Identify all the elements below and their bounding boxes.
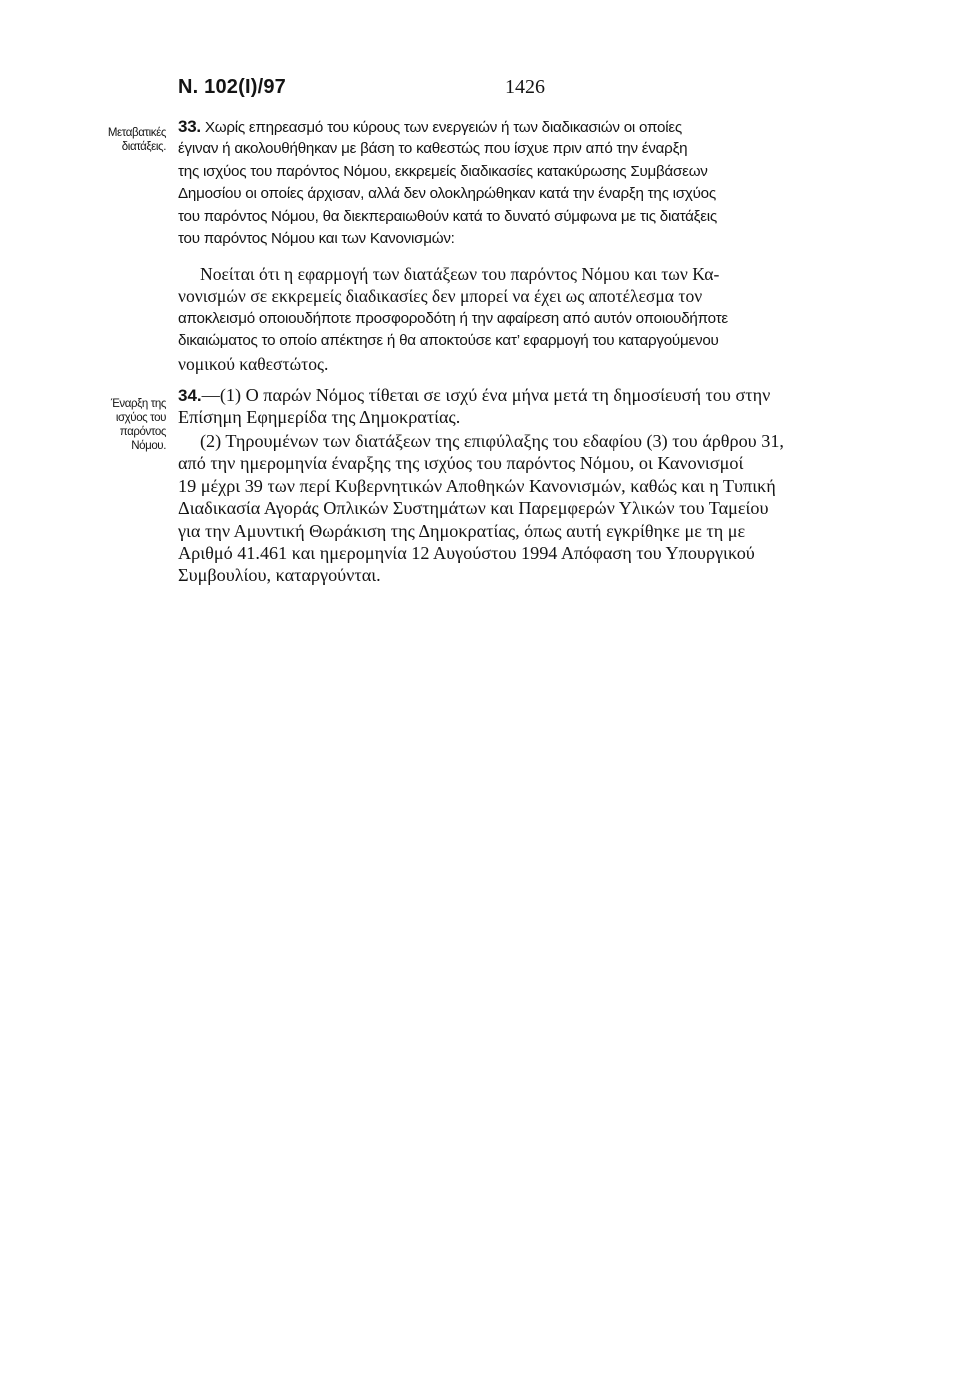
paragraph-line: νομικού καθεστώτος. — [178, 353, 329, 374]
article-number: 34. — [178, 386, 202, 405]
paragraph-line: Δημοσίου οι οποίες άρχισαν, αλλά δεν ολοκληρώθηκαν κατά την έναρξη της ισχύος — [178, 185, 716, 203]
margin-note-commencement — [68, 397, 166, 453]
article-34-subsection-1 — [178, 384, 876, 429]
paragraph-line: Επίσημη Εφημερίδα της Δημοκρατίας. — [178, 407, 461, 428]
paragraph-line: της ισχύος του παρόντος Νόμου, εκκρεμείς διαδικασίες κατακύρωσης Συμβάσεων — [178, 162, 708, 180]
paragraph-line: Νοείται ότι η εφαρμογή των διατάξεων του παρόντος Νόμου και των Κα- — [200, 264, 720, 284]
law-number: Ν. 102(Ι)/97 — [178, 76, 287, 98]
margin-note-line: Νόμου. — [131, 440, 166, 452]
paragraph-line: έγιναν ή ακολουθήθηκαν με βάση το καθεστώς που ίσχυε πριν από την έναρξη — [178, 140, 688, 158]
paragraph-line: αποκλεισμό οποιουδήποτε προσφοροδότη ή την αφαίρεση από αυτόν οποιουδήποτε — [178, 309, 728, 327]
margin-note-line: Μεταβατικές — [107, 127, 166, 139]
paragraph-line: νονισμών σε εκκρεμείς διαδικασίες δεν μπορεί να έχει ως αποτέλεσμα τον — [178, 286, 703, 307]
article-33 — [178, 116, 876, 250]
paragraph-line: (2) Τηρουμένων των διατάξεων της επιφύλαξης του εδαφίου (3) του άρθρου 31, — [200, 431, 784, 451]
page-header — [178, 76, 878, 106]
margin-note-transitional — [68, 126, 166, 154]
paragraph-line: Διαδικασία Αγοράς Οπλικών Συστημάτων και Παρεμφερών Υλικών του Ταμείου — [178, 498, 769, 519]
article-34-subsection-2 — [178, 430, 876, 587]
margin-note-line: ισχύος του — [115, 412, 166, 424]
margin-note-line: παρόντος — [119, 426, 166, 438]
margin-note-line: Έναρξη της — [110, 398, 166, 410]
page-number: 1426 — [505, 76, 545, 98]
paragraph-line: 34.—(1) Ο παρών Νόμος τίθεται σε ισχύ ένα μήνα μετά τη δημοσίευσή του στην — [178, 385, 771, 405]
margin-note-line: διατάξεις. — [121, 141, 166, 153]
article-number: 33. — [178, 117, 201, 136]
paragraph-line: Συμβουλίου, καταργούνται. — [178, 565, 381, 586]
article-33-proviso — [178, 263, 876, 375]
paragraph-line: για την Αμυντική Θωράκιση της Δημοκρατίας, όπως αυτή εγκρίθηκε με τη με — [178, 520, 746, 541]
paragraph-line: 33. Χωρίς επηρεασμό του κύρους των ενεργειών ή των διαδικασιών οι οποίες — [178, 117, 682, 136]
paragraph-line: δικαιώματος το οποίο απέκτησε ή θα αποκτούσε κατ’ εφαρμογή του καταργούμενου — [178, 332, 719, 350]
paragraph-line: 19 μέχρι 39 των περί Κυβερνητικών Αποθηκών Κανονισμών, καθώς και η Τυπική — [178, 475, 776, 496]
paragraph-line: του παρόντος Νόμου και των Κανονισμών: — [178, 229, 455, 247]
paragraph-line: του παρόντος Νόμου, θα διεκπεραιωθούν κατά το δυνατό σύμφωνα με τις διατάξεις — [178, 207, 717, 225]
paragraph-line: Αριθμό 41.461 και ημερομηνία 12 Αυγούστου 1994 Απόφαση του Υπουργικού — [178, 542, 755, 563]
paragraph-line: από την ημερομηνία έναρξης της ισχύος του παρόντος Νόμου, οι Κανονισμοί — [178, 453, 744, 474]
